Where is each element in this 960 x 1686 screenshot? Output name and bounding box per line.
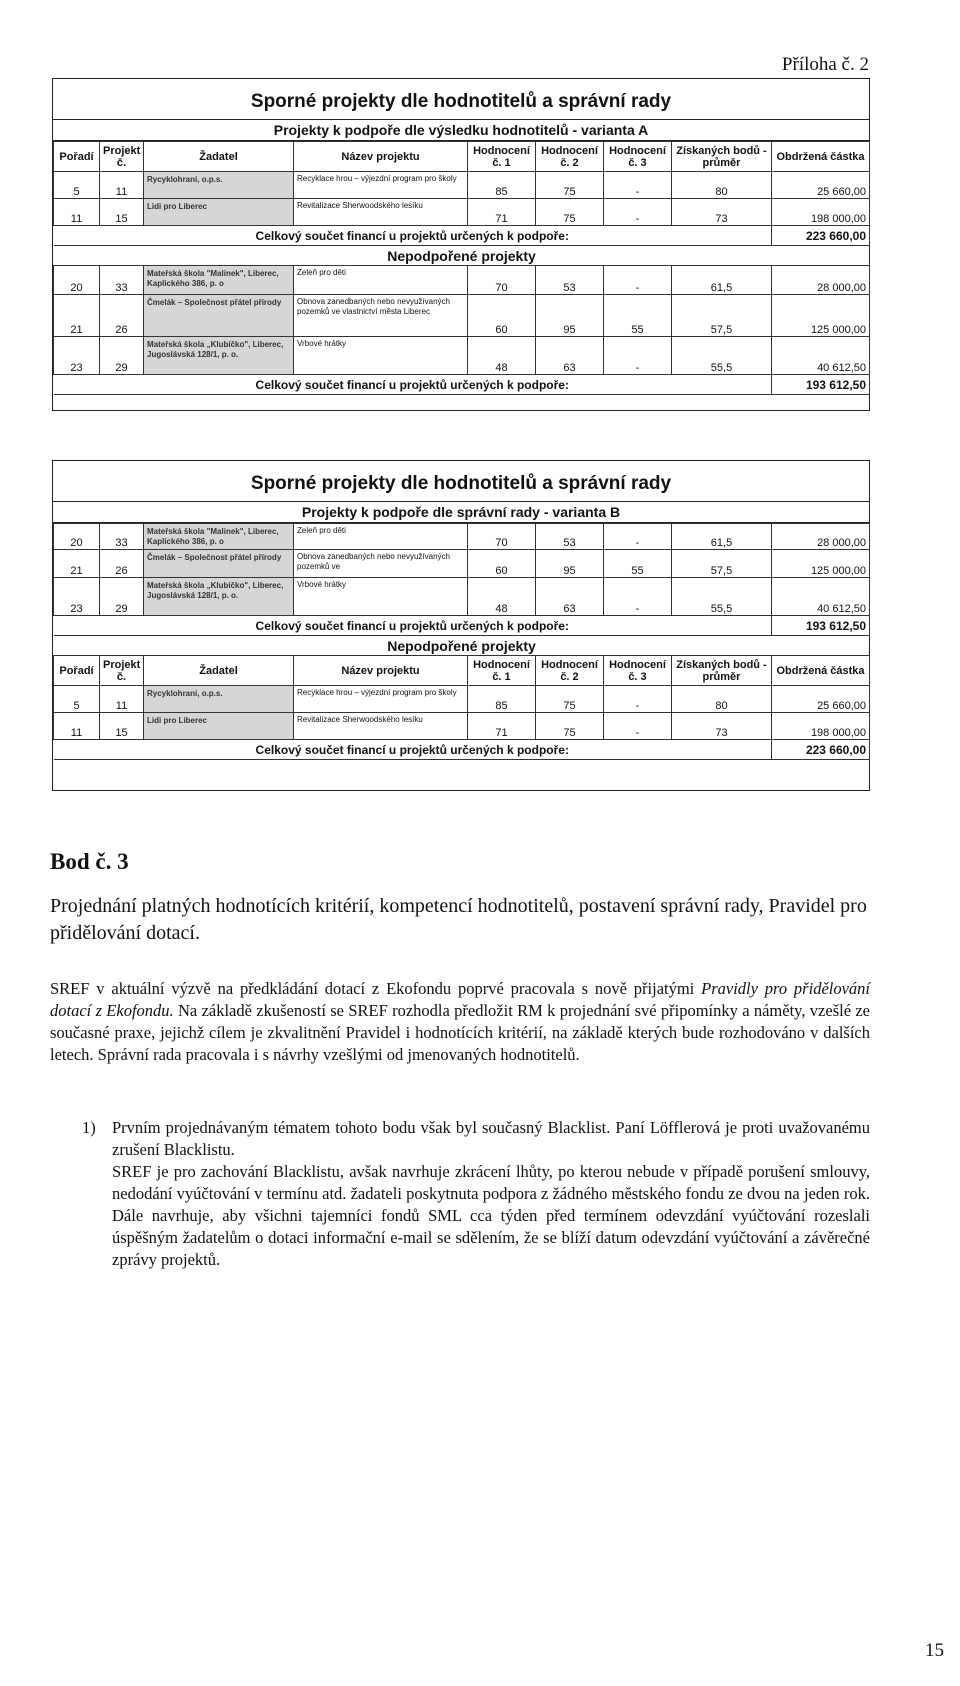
project-name-cell: Zeleň pro děti xyxy=(294,524,468,550)
cell: 75 xyxy=(536,686,604,713)
paragraph-text: SREF v aktuální výzvě na předkládání dotací z Ekofondu poprvé pracovala s nově přijatými xyxy=(50,979,702,998)
applicant-cell: Mateřská škola "Malinek", Liberec, Kaplického 386, p. o xyxy=(144,266,294,295)
cell: - xyxy=(604,524,672,550)
cell: 48 xyxy=(468,337,536,375)
cell: 11 xyxy=(54,713,100,740)
table-row xyxy=(54,337,870,375)
cell: 60 xyxy=(468,295,536,337)
table-row xyxy=(54,199,870,226)
cell: 29 xyxy=(100,578,144,616)
header-cell: Pořadí xyxy=(54,656,100,686)
cell: 85 xyxy=(468,686,536,713)
cell: 5 xyxy=(54,172,100,199)
sum-value: 193 612,50 xyxy=(772,375,870,395)
applicant-cell: Mateřská škola „Klubíčko", Liberec, Jugoslávská 128/1, p. o. xyxy=(144,337,294,375)
table-row xyxy=(54,295,870,337)
cell: 70 xyxy=(468,266,536,295)
block-b-title: Sporné projekty dle hodnotitelů a správní rady xyxy=(53,461,869,502)
sum-label: Celkový součet financí u projektů určených k podpoře: xyxy=(54,226,772,246)
cell: 20 xyxy=(54,266,100,295)
cell: 21 xyxy=(54,295,100,337)
cell: - xyxy=(604,578,672,616)
list-item-body xyxy=(112,1117,870,1271)
section-row xyxy=(54,246,870,266)
cell: 48 xyxy=(468,578,536,616)
table-row xyxy=(54,172,870,199)
sum-label: Celkový součet financí u projektů určených k podpoře: xyxy=(54,740,772,760)
cell: 53 xyxy=(536,524,604,550)
header-cell: Obdržená částka xyxy=(772,142,870,172)
cell: 33 xyxy=(100,266,144,295)
cell: 28 000,00 xyxy=(772,266,870,295)
block-a-header-row xyxy=(54,142,870,172)
cell: 73 xyxy=(672,199,772,226)
applicant-cell: Rycyklohrani, o.p.s. xyxy=(144,172,294,199)
applicant-cell: Rycyklohrani, o.p.s. xyxy=(144,686,294,713)
cell: 26 xyxy=(100,295,144,337)
cell: 55,5 xyxy=(672,337,772,375)
sum-value: 223 660,00 xyxy=(772,226,870,246)
applicant-cell: Čmelák – Společnost přátel přírody xyxy=(144,550,294,578)
sum-value: 193 612,50 xyxy=(772,616,870,636)
project-name-cell: Obnova zanedbaných nebo nevyužívaných pozemků ve xyxy=(294,550,468,578)
header-cell: Hodnocení č. 2 xyxy=(536,656,604,686)
project-name-cell: Zeleň pro děti xyxy=(294,266,468,295)
paragraph-text: Na základě zkušeností se SREF rozhodla předložit RM k projednání své připomínky a náměty, vzešlé ze současné praxe, jejichž cílem je zkvalitnění Pravidel i hodnotících kritérií, na základě kterých bude rozhodováno v dalších letech. Správní rada pracovala i s návrhy vzešlými od jmenovaných hodnotitelů. xyxy=(50,1001,871,1064)
list-item xyxy=(82,1117,870,1271)
cell: 28 000,00 xyxy=(772,524,870,550)
list-item-line: Prvním projednávaným tématem tohoto bodu však byl současný Blacklist. Paní Löfflerová je proti uvažovanému zrušení Blacklistu. xyxy=(112,1118,870,1159)
cell: 25 660,00 xyxy=(772,686,870,713)
project-name-cell: Vrbové hrátky xyxy=(294,578,468,616)
cell: 20 xyxy=(54,524,100,550)
header-cell: Hodnocení č. 3 xyxy=(604,656,672,686)
paragraph-italic: Pravidly pro přidělování dotací z Ekofondu. xyxy=(50,979,871,1020)
cell: 11 xyxy=(54,199,100,226)
list-item-number: 1) xyxy=(82,1118,96,1137)
cell: 73 xyxy=(672,713,772,740)
table-block-variant-b xyxy=(52,460,870,791)
cell: 80 xyxy=(672,172,772,199)
table-row xyxy=(54,524,870,550)
cell: 55 xyxy=(604,550,672,578)
cell: 40 612,50 xyxy=(772,578,870,616)
cell: 198 000,00 xyxy=(772,199,870,226)
header-cell: Hodnocení č. 3 xyxy=(604,142,672,172)
table-row xyxy=(54,713,870,740)
section-title: Nepodpořené projekty xyxy=(54,636,870,656)
table-block-variant-a xyxy=(52,78,870,411)
attachment-label: Příloha č. 2 xyxy=(781,54,869,75)
header-cell: Hodnocení č. 1 xyxy=(468,656,536,686)
section-heading: Projednání platných hodnotících kritérií, kompetencí hodnotitelů, postavení správní rady, Pravidel pro přidělování dotací. xyxy=(50,895,867,944)
header-cell: Projekt č. xyxy=(100,142,144,172)
header-cell: Hodnocení č. 1 xyxy=(468,142,536,172)
block-a-subtitle: Projekty k podpoře dle výsledku hodnotitelů - varianta A xyxy=(53,120,869,141)
sum-row xyxy=(54,375,870,395)
project-name-cell: Vrbové hrátky xyxy=(294,337,468,375)
sum-row xyxy=(54,616,870,636)
applicant-cell: Lidi pro Liberec xyxy=(144,199,294,226)
cell: 23 xyxy=(54,578,100,616)
cell: 55,5 xyxy=(672,578,772,616)
cell: 40 612,50 xyxy=(772,337,870,375)
cell: 11 xyxy=(100,172,144,199)
cell: 21 xyxy=(54,550,100,578)
section-number: Bod č. 3 xyxy=(50,849,129,874)
block-b-header-row xyxy=(54,656,870,686)
cell: 125 000,00 xyxy=(772,550,870,578)
cell: 53 xyxy=(536,266,604,295)
cell: 75 xyxy=(536,199,604,226)
cell: - xyxy=(604,199,672,226)
cell: - xyxy=(604,266,672,295)
header-cell: Žadatel xyxy=(144,656,294,686)
header-cell: Žadatel xyxy=(144,142,294,172)
project-name-cell: Obnova zanedbaných nebo nevyužívaných pozemků ve vlastnictví města Liberec xyxy=(294,295,468,337)
sum-label: Celkový součet financí u projektů určených k podpoře: xyxy=(54,375,772,395)
applicant-cell: Lidi pro Liberec xyxy=(144,713,294,740)
cell: 85 xyxy=(468,172,536,199)
cell: 198 000,00 xyxy=(772,713,870,740)
sum-value: 223 660,00 xyxy=(772,740,870,760)
cell: 61,5 xyxy=(672,266,772,295)
cell: 80 xyxy=(672,686,772,713)
cell: 63 xyxy=(536,578,604,616)
cell: 5 xyxy=(54,686,100,713)
table-row xyxy=(54,578,870,616)
cell: 71 xyxy=(468,199,536,226)
header-cell: Název projektu xyxy=(294,142,468,172)
cell: 95 xyxy=(536,295,604,337)
page-number: 15 xyxy=(925,1640,944,1661)
cell: 33 xyxy=(100,524,144,550)
cell: 11 xyxy=(100,686,144,713)
section-row xyxy=(54,636,870,656)
cell: 23 xyxy=(54,337,100,375)
cell: 75 xyxy=(536,713,604,740)
cell: - xyxy=(604,713,672,740)
sum-row xyxy=(54,226,870,246)
block-b-subtitle: Projekty k podpoře dle správní rady - varianta B xyxy=(53,502,869,523)
cell: 26 xyxy=(100,550,144,578)
cell: 95 xyxy=(536,550,604,578)
header-cell: Obdržená částka xyxy=(772,656,870,686)
body-paragraph xyxy=(50,978,870,1066)
cell: 25 660,00 xyxy=(772,172,870,199)
table-row xyxy=(54,266,870,295)
block-a-table xyxy=(53,141,870,395)
cell: 70 xyxy=(468,524,536,550)
cell: 57,5 xyxy=(672,550,772,578)
table-row xyxy=(54,550,870,578)
cell: 71 xyxy=(468,713,536,740)
applicant-cell: Mateřská škola "Malinek", Liberec, Kaplického 386, p. o xyxy=(144,524,294,550)
applicant-cell: Mateřská škola „Klubíčko", Liberec, Jugoslávská 128/1, p. o. xyxy=(144,578,294,616)
cell: - xyxy=(604,337,672,375)
cell: 55 xyxy=(604,295,672,337)
project-name-cell: Recyklace hrou – výjezdní program pro školy xyxy=(294,172,468,199)
block-b-table xyxy=(53,523,870,760)
cell: 29 xyxy=(100,337,144,375)
cell: 57,5 xyxy=(672,295,772,337)
cell: 125 000,00 xyxy=(772,295,870,337)
cell: - xyxy=(604,686,672,713)
header-cell: Hodnocení č. 2 xyxy=(536,142,604,172)
project-name-cell: Revitalizace Sherwoodského lesíku xyxy=(294,199,468,226)
table-row xyxy=(54,686,870,713)
header-cell: Projekt č. xyxy=(100,656,144,686)
cell: 15 xyxy=(100,713,144,740)
cell: 60 xyxy=(468,550,536,578)
sum-label: Celkový součet financí u projektů určených k podpoře: xyxy=(54,616,772,636)
project-name-cell: Recyklace hrou – výjezdní program pro školy xyxy=(294,686,468,713)
cell: - xyxy=(604,172,672,199)
header-cell: Pořadí xyxy=(54,142,100,172)
sum-row xyxy=(54,740,870,760)
applicant-cell: Čmelák – Společnost přátel přírody xyxy=(144,295,294,337)
cell: 75 xyxy=(536,172,604,199)
list-item-line: SREF je pro zachování Blacklistu, avšak navrhuje zkrácení lhůty, po kterou nebude v případě porušení smlouvy, nedodání vyúčtování v termínu atd. žadateli poskytnuta podpora z žádného městského fondu ze dvou na jeden rok. Dále navrhuje, aby všichni tajemníci fondů SML cca týden před termínem odevzdání vyúčtování rozeslali úspěšným žadatelům o dotaci informační e-mail se sdělením, že se blíží datum odevzdání vyúčtování a závěrečné zprávy projektů. xyxy=(112,1162,870,1269)
block-a-title: Sporné projekty dle hodnotitelů a správní rady xyxy=(53,79,869,120)
header-cell: Získaných bodů - průměr xyxy=(672,142,772,172)
project-name-cell: Revitalizace Sherwoodského lesíku xyxy=(294,713,468,740)
header-cell: Název projektu xyxy=(294,656,468,686)
cell: 15 xyxy=(100,199,144,226)
section-title: Nepodpořené projekty xyxy=(54,246,870,266)
header-cell: Získaných bodů - průměr xyxy=(672,656,772,686)
cell: 61,5 xyxy=(672,524,772,550)
cell: 63 xyxy=(536,337,604,375)
